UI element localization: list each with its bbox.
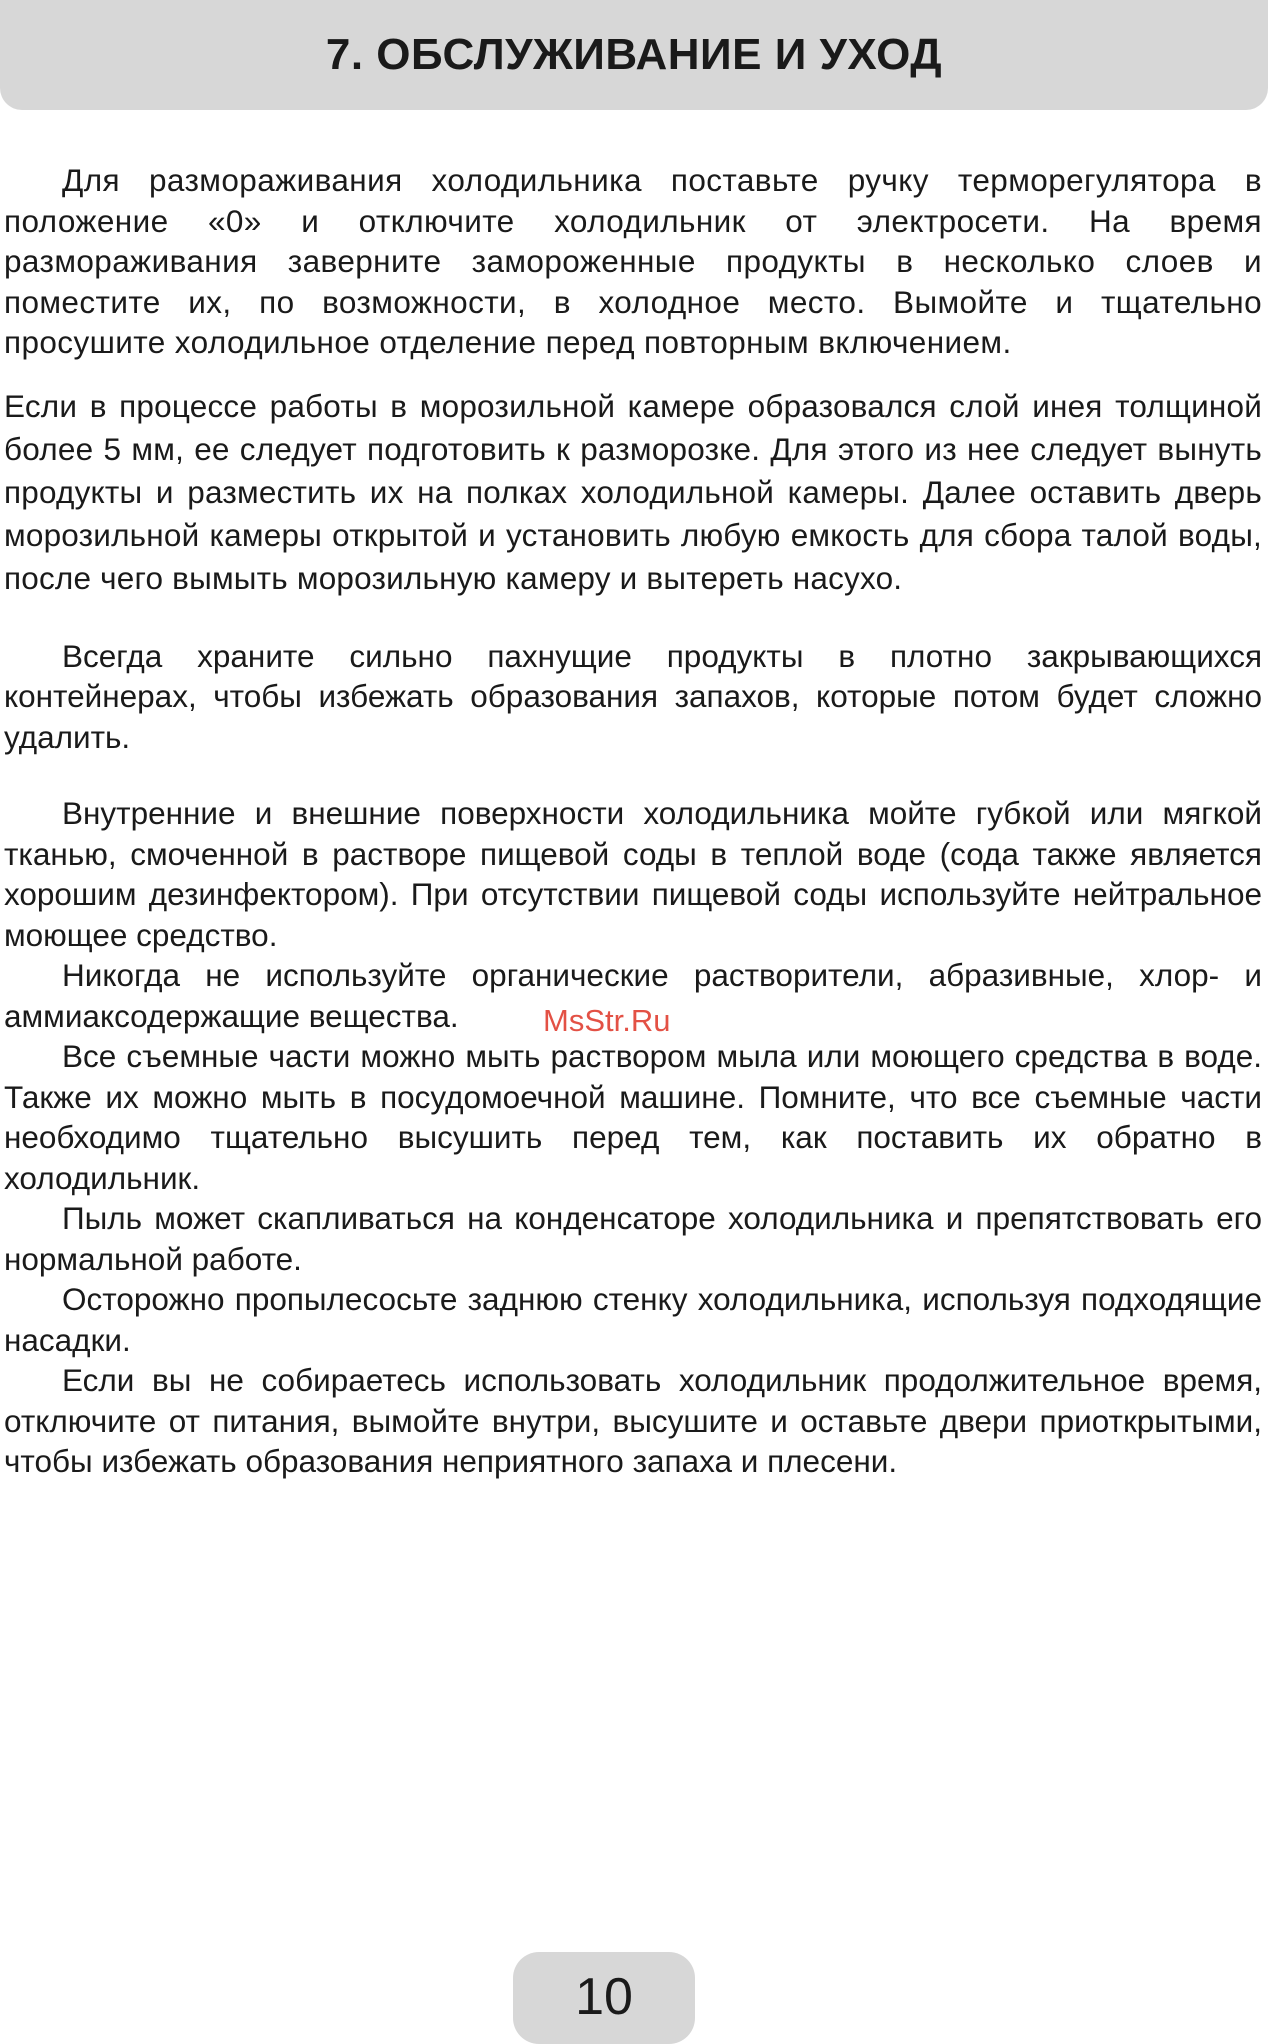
paragraph-dust-condenser: Пыль может скапливаться на конденсаторе холодильника и препятствовать его нормальной работе.: [4, 1200, 1262, 1277]
paragraph-long-absence: Если вы не собираетесь использовать холодильник продолжительное время, отключите от питания, вымойте внутри, высушите и оставьте двери приоткрытыми, чтобы избежать образования неприятного запаха и плесени.: [4, 1362, 1262, 1479]
document-body: [4, 160, 1262, 1482]
paragraph-defrost: Для размораживания холодильника поставьте ручку терморегулятора в положение «0» и отключите холодильник от электросети. На время размораживания заверните замороженные продукты в несколько слоев и поместите их, по возможности, в холодное место. Вымойте и тщательно просушите холодильное отделение перед повторным включением.: [4, 162, 1262, 360]
paragraph-odor-storage: Всегда храните сильно пахнущие продукты в плотно закрывающихся контейнерах, чтобы избежать образования запахов, которые потом будет сложно удалить.: [4, 637, 1262, 755]
watermark-logo: MsStr.Ru: [543, 1003, 671, 1038]
paragraph-vacuum-back: Осторожно пропылесосьте заднюю стенку холодильника, используя подходящие насадки.: [4, 1281, 1262, 1358]
page-number: 10: [575, 1968, 633, 2026]
paragraph-no-solvents: Никогда не используйте органические растворители, абразивные, хлор- и аммиаксодержащие вещества.: [4, 957, 1262, 1034]
paragraph-cleaning-surfaces: Внутренние и внешние поверхности холодильника мойте губкой или мягкой тканью, смоченной в растворе пищевой соды в теплой воде (сода также является хорошим дезинфектором). При отсутствии пищевой соды используйте нейтральное моющее средство.: [4, 795, 1262, 953]
section-title: 7. ОБСЛУЖИВАНИЕ И УХОД: [325, 30, 943, 79]
paragraph-freezer-frost: Если в процессе работы в морозильной камере образовался слой инея толщиной более 5 мм, ее следует подготовить к разморозке. Для этого из нее следует вынуть продукты и разместить их на полках холодильной камеры. Далее оставить дверь морозильной камеры открытой и установить любую емкость для сбора талой воды, после чего вымыть морозильную камеру и вытереть насухо.: [4, 387, 1262, 596]
paragraph-removable-parts: Все съемные части можно мыть раствором мыла или моющего средства в воде. Также их можно мыть в посудомоечной машине. Помните, что все съемные части необходимо тщательно высушить перед тем, как поставить их обратно в холодильник.: [4, 1038, 1262, 1196]
